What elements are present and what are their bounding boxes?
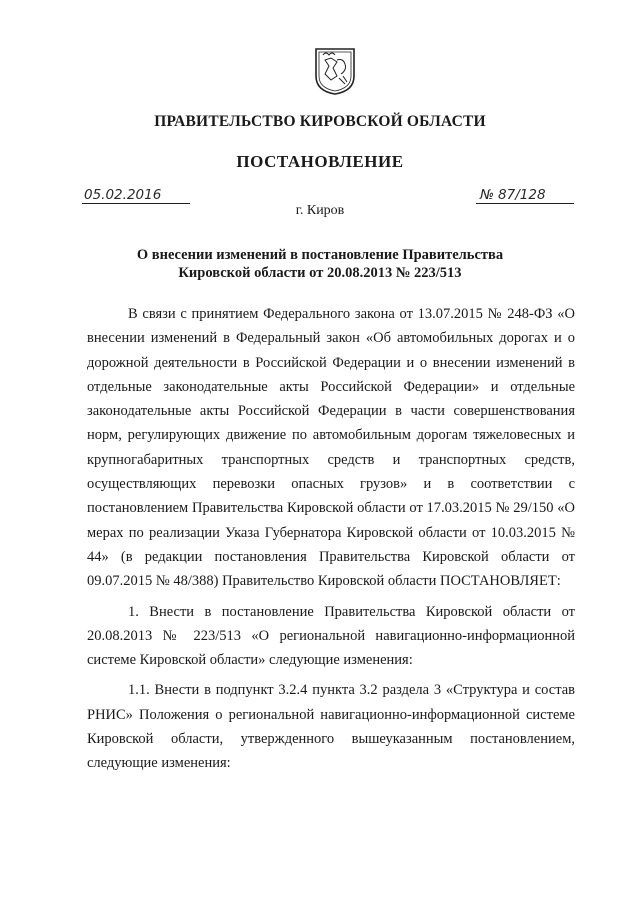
number-field xyxy=(480,186,546,204)
document-kind-title: ПОСТАНОВЛЕНИЕ xyxy=(236,152,404,171)
document-body xyxy=(87,302,575,776)
city-line: г. Киров xyxy=(295,203,345,218)
number-handwritten: 87/128 xyxy=(498,187,546,203)
body-paragraph-item-1-1: 1.1. Внести в подпункт 3.2.4 пункта 3.2 раздела 3 «Структура и состав РНИС» Положения о региональной навигационно-информационной системе Кировской области, утвержденного вышеуказанным постановлением, следующие изменения: xyxy=(87,682,575,772)
body-paragraph-preamble: В связи с принятием Федерального закона от 13.07.2015 № 248-ФЗ «О внесении изменений в Федеральный закон «Об автомобильных дорогах и о дорожной деятельности в Российской Федерации и о внесении изменений в отдельные законодательные акты Российской Федерации» и отдельные законодательные акты Российской Федерации в части совершенствования норм, регулирующих движение по автомобильным дорогам тяжеловесных и крупногабаритных транспортных средств и транспортных средств, осуществляющих перевозки опасных грузов» и в соответствии с постановлением Правительства Кировской области от 17.03.2015 № 29/150 «О мерах по реализации Указа Губернатора Кировской области от 10.03.2015 № 44» (в редакции постановления Правительства Кировской области от 09.07.2015 № 48/388) Правительство Кировской области ПОСТАНОВЛЯЕТ: xyxy=(87,306,575,590)
date-handwritten: 05.02.2016 xyxy=(84,187,162,203)
body-paragraph-item-1: 1. Внести в постановление Правительства Кировской области от 20.08.2013 № 223/513 «О региональной навигационно-информационной системе Кировской области» следующие изменения: xyxy=(87,603,575,669)
government-title: ПРАВИТЕЛЬСТВО КИРОВСКОЙ ОБЛАСТИ xyxy=(154,113,486,130)
coat-of-arms-icon xyxy=(313,46,357,96)
number-prefix: № xyxy=(480,187,495,203)
document-subject xyxy=(80,246,560,282)
subject-line-1: О внесении изменений в постановление Правительства xyxy=(136,247,504,263)
date-field xyxy=(84,186,161,204)
subject-line-2: Кировской области от 20.08.2013 № 223/513 xyxy=(178,265,462,281)
